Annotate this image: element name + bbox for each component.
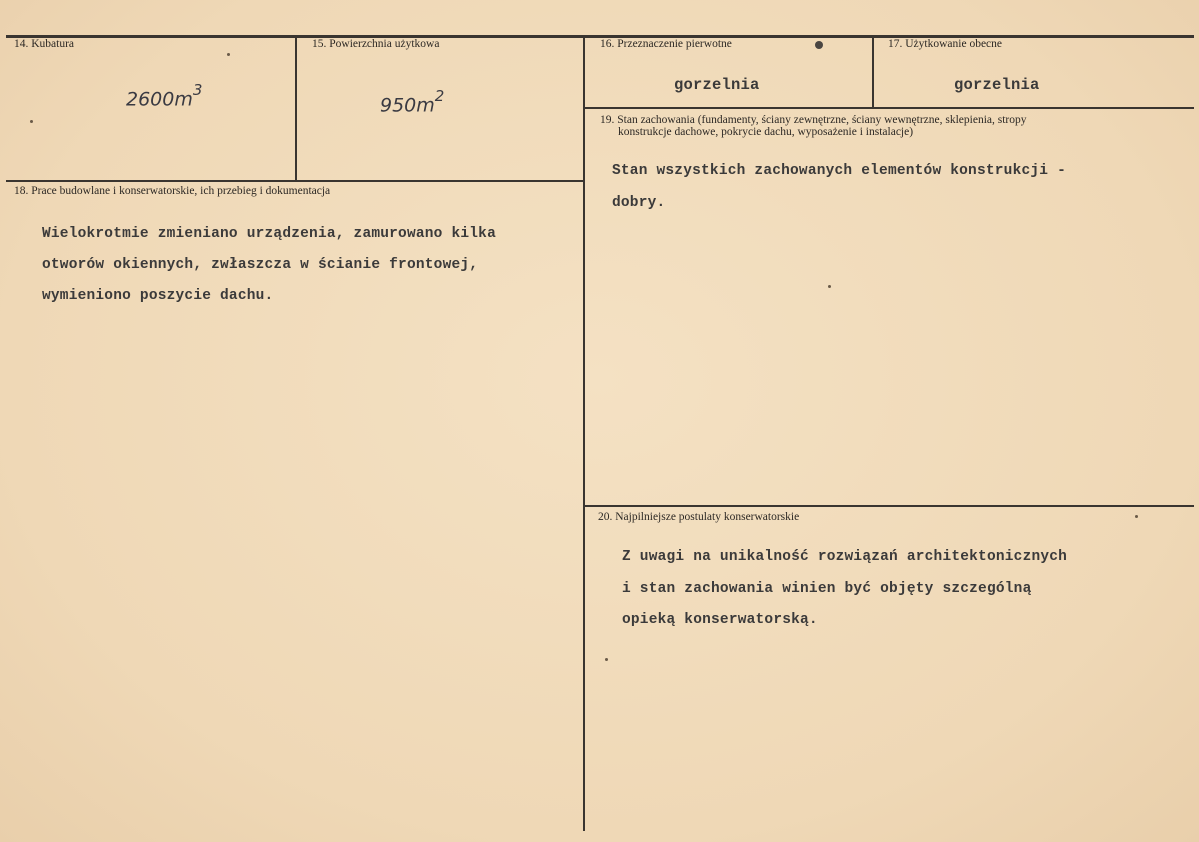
- kubatura-exponent: 3: [192, 81, 203, 99]
- powierzchnia-unit: m: [416, 94, 435, 117]
- divider-under-14-15: [6, 180, 584, 182]
- kubatura-unit: m: [174, 88, 193, 111]
- divider-16-17: [872, 36, 874, 108]
- divider-under-16-17: [584, 107, 1194, 109]
- center-divider: [583, 36, 585, 831]
- paper-speck: [30, 120, 33, 123]
- paper-speck: [227, 53, 230, 56]
- divider-14-15: [295, 36, 297, 180]
- stan-zachowania-line-1: Stan wszystkich zachowanych elementów konstrukcji -: [612, 163, 1066, 179]
- postulaty-line-2: i stan zachowania winien być objęty szczególną: [622, 581, 1032, 597]
- paper-speck: [1135, 515, 1138, 518]
- prace-budowlane-label: 18. Prace budowlane i konserwatorskie, ich przebieg i dokumentacja: [14, 185, 331, 197]
- paper-speck: [828, 285, 831, 288]
- postulaty-label: 20. Najpilniejsze postulaty konserwatorskie: [598, 511, 800, 523]
- powierzchnia-value: [380, 87, 445, 117]
- powierzchnia-exponent: 2: [434, 87, 445, 105]
- przeznaczenie-value: gorzelnia: [674, 76, 760, 94]
- prace-budowlane-line-3: wymieniono poszycie dachu.: [42, 288, 274, 304]
- paper-speck: [815, 41, 823, 49]
- kubatura-label: 14. Kubatura: [14, 38, 75, 50]
- stan-zachowania-line-2: dobry.: [612, 195, 666, 211]
- paper-speck: [605, 658, 608, 661]
- postulaty-line-3: opieką konserwatorską.: [622, 612, 818, 628]
- kubatura-number: 2600: [126, 88, 175, 111]
- prace-budowlane-line-1: Wielokrotmie zmieniano urządzenia, zamurowano kilka: [42, 226, 496, 242]
- kubatura-value: [126, 81, 203, 111]
- przeznaczenie-label: 16. Przeznaczenie pierwotne: [600, 38, 732, 50]
- uzytkowanie-value: gorzelnia: [954, 76, 1040, 94]
- uzytkowanie-label: 17. Użytkowanie obecne: [888, 38, 1003, 50]
- powierzchnia-label: 15. Powierzchnia użytkowa: [312, 38, 440, 50]
- stan-zachowania-label-2: konstrukcje dachowe, pokrycie dachu, wyposażenie i instalacje): [618, 126, 914, 138]
- prace-budowlane-line-2: otworów okiennych, zwłaszcza w ścianie frontowej,: [42, 257, 479, 273]
- divider-above-20: [584, 505, 1194, 507]
- postulaty-line-1: Z uwagi na unikalność rozwiązań architektonicznych: [622, 549, 1068, 565]
- powierzchnia-number: 950: [380, 94, 417, 117]
- stan-zachowania-label-1: 19. Stan zachowania (fundamenty, ściany zewnętrzne, ściany wewnętrzne, sklepienia, stropy: [600, 114, 1027, 126]
